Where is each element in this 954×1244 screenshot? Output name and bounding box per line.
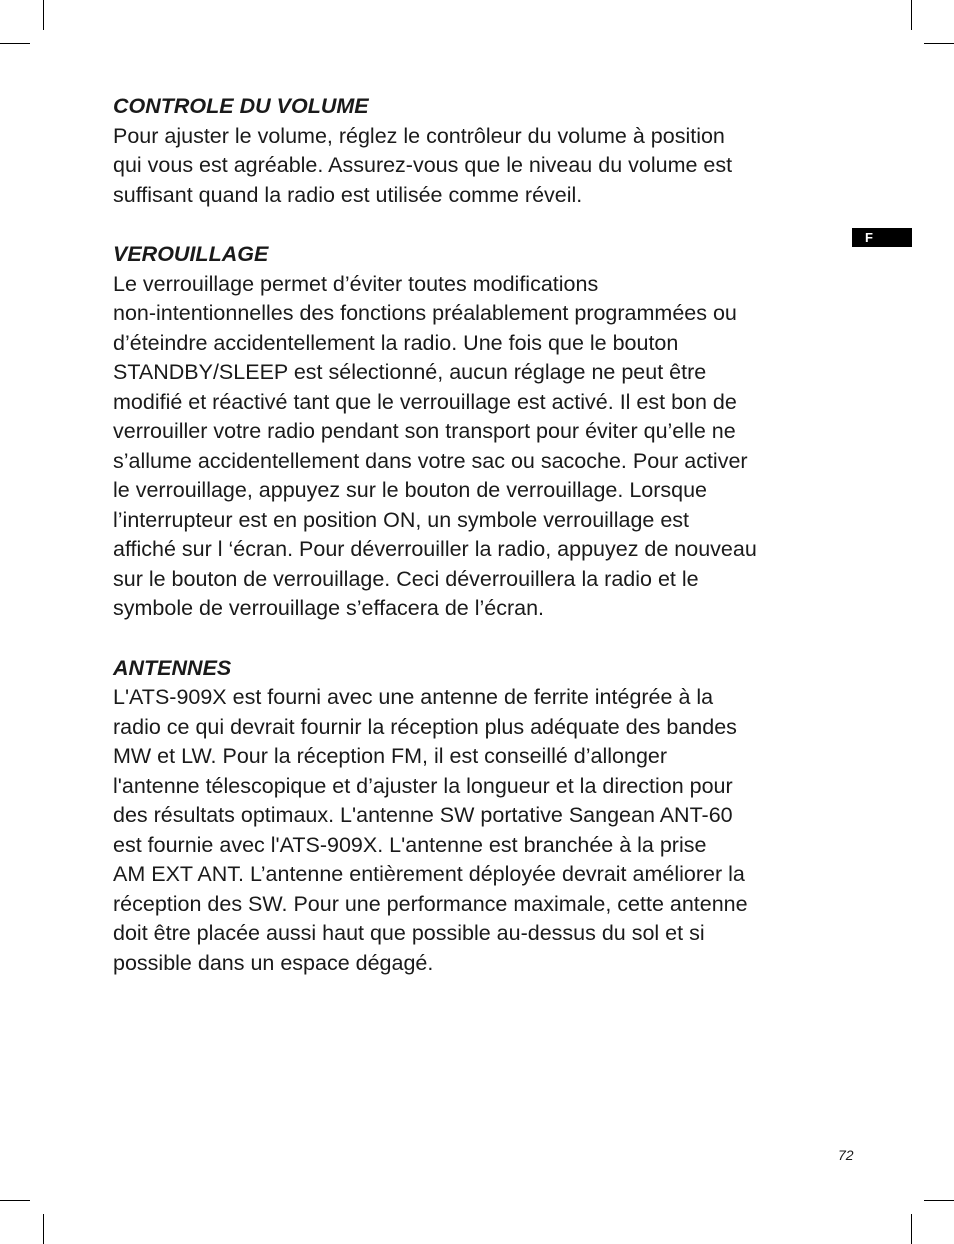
- section-heading: ANTENNES: [113, 655, 232, 680]
- crop-mark-bottom-left-vertical: [43, 1214, 44, 1244]
- line: MW et LW. Pour la réception FM, il est conseillé d’allonger: [113, 744, 668, 768]
- line: doit être placée aussi haut que possible au-dessus du sol et si: [113, 921, 705, 945]
- line: des résultats optimaux. L'antenne SW portative Sangean ANT-60: [113, 803, 733, 827]
- line: non-intentionnelles des fonctions préalablement programmées ou: [113, 301, 737, 325]
- line: affiché sur l ‘écran. Pour déverrouiller la radio, appuyez de nouveau: [113, 537, 757, 561]
- line: d’éteindre accidentellement la radio. Une fois que le bouton: [113, 330, 679, 355]
- line: verrouiller votre radio pendant son transport pour éviter qu’elle ne: [113, 419, 736, 443]
- line: suffisant quand la radio est utilisée comme réveil.: [113, 182, 583, 207]
- section-lock: [113, 240, 863, 624]
- crop-mark-bottom-left-horizontal: [0, 1200, 30, 1201]
- crop-mark-top-left-vertical: [43, 0, 44, 30]
- line: réception des SW. Pour une performance maximale, cette antenne: [113, 891, 748, 916]
- line: le verrouillage, appuyez sur le bouton de verrouillage. Lorsque: [113, 478, 708, 502]
- language-tab: F: [852, 228, 912, 247]
- crop-mark-bottom-right-vertical: [911, 1214, 912, 1244]
- line: modifié et réactivé tant que le verrouillage est activé. Il est bon de: [113, 389, 737, 414]
- line: Le verrouillage permet d’éviter toutes modifications: [113, 271, 599, 296]
- crop-mark-top-right-horizontal: [924, 43, 954, 44]
- line: est fournie avec l'ATS-909X. L'antenne est branchée à la prise: [113, 832, 707, 857]
- section-heading: VEROUILLAGE: [113, 242, 269, 266]
- line: sur le bouton de verrouillage. Ceci déverrouillera la radio et le: [113, 566, 699, 591]
- crop-mark-top-right-vertical: [911, 0, 912, 30]
- page-content: [113, 92, 863, 1008]
- page-number: 72: [838, 1147, 854, 1163]
- section-volume-control: [113, 92, 863, 210]
- line: s’allume accidentellement dans votre sac ou sacoche. Pour activer: [113, 448, 748, 473]
- line: possible dans un espace dégagé.: [113, 950, 434, 975]
- line: AM EXT ANT. L’antenne entièrement déployée devrait améliorer la: [113, 862, 745, 886]
- line: symbole de verrouillage s’effacera de l’écran.: [113, 596, 545, 620]
- crop-mark-bottom-right-horizontal: [924, 1200, 954, 1201]
- line: Pour ajuster le volume, réglez le contrôleur du volume à position: [113, 123, 725, 148]
- section-heading: CONTROLE DU VOLUME: [113, 94, 369, 118]
- line: L'ATS-909X est fourni avec une antenne de ferrite intégrée à la: [113, 685, 714, 709]
- line: STANDBY/SLEEP est sélectionné, aucun réglage ne peut être: [113, 360, 707, 384]
- crop-mark-top-left-horizontal: [0, 43, 30, 44]
- line: l’interrupteur est en position ON, un symbole verrouillage est: [113, 507, 690, 532]
- line: qui vous est agréable. Assurez-vous que le niveau du volume est: [113, 153, 733, 177]
- section-antennas: [113, 654, 863, 979]
- line: l'antenne télescopique et d’ajuster la longueur et la direction pour: [113, 773, 733, 798]
- line: radio ce qui devrait fournir la réception plus adéquate des bandes: [113, 714, 737, 739]
